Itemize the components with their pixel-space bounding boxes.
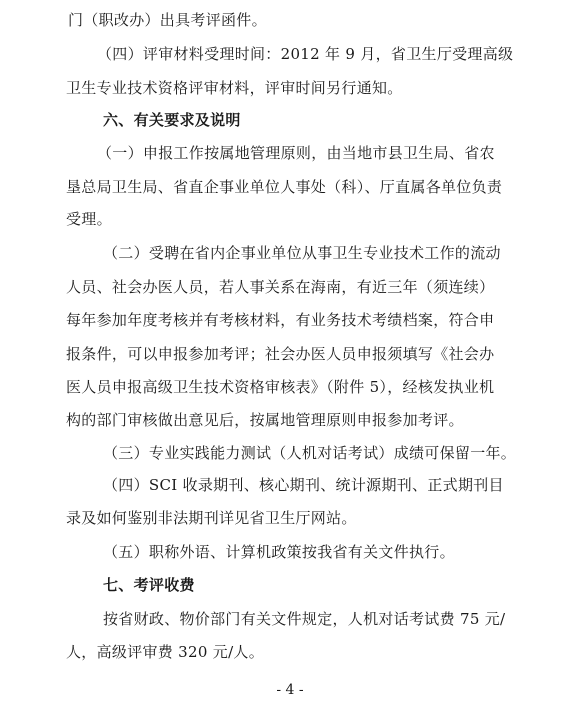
page-number: - 4 -	[276, 682, 304, 698]
text-line: 人员、社会办医人员，若人事关系在海南，有近三年（须连续）	[66, 278, 495, 296]
text-line: 医人员申报高级卫生技术资格审核表》（附件 5），经核发执业机	[66, 378, 495, 396]
text-line: 受理。	[66, 210, 112, 228]
text-line: 按省财政、物价部门有关文件规定，人机对话考试费 75 元/	[103, 610, 506, 628]
text-line: 门（职改办）出具考评函件。	[68, 11, 267, 29]
text-line: （四）SCI 收录期刊、核心期刊、统计源期刊、正式期刊目	[103, 476, 504, 494]
text-line: 报条件，可以申报参加考评；社会办医人员申报须填写《社会办	[66, 345, 495, 363]
text-line: 卫生专业技术资格评审材料，评审时间另行通知。	[66, 79, 403, 97]
section-heading: 七、考评收费	[103, 576, 195, 594]
text-line: 构的部门审核做出意见后，按属地管理原则申报参加考评。	[66, 411, 464, 429]
text-line: 人，高级评审费 320 元/人。	[66, 643, 265, 661]
text-line: （二）受聘在省内企事业单位从事卫生专业技术工作的流动	[103, 244, 501, 262]
text-line: （四）评审材料受理时间：2012 年 9 月，省卫生厅受理高级	[97, 45, 514, 63]
text-line: （三）专业实践能力测试（人机对话考试）成绩可保留一年。	[103, 444, 517, 462]
text-line: 每年参加年度考核并有考核材料，有业务技术考绩档案，符合申	[66, 311, 495, 329]
section-heading: 六、有关要求及说明	[103, 111, 241, 129]
text-line: （一）申报工作按属地管理原则，由当地市县卫生局、省农	[97, 144, 495, 162]
text-line: 录及如何鉴别非法期刊详见省卫生厅网站。	[66, 509, 357, 527]
text-line: 垦总局卫生局、省直企事业单位人事处（科）、厅直属各单位负责	[66, 178, 503, 196]
text-line: （五）职称外语、计算机政策按我省有关文件执行。	[103, 543, 455, 561]
